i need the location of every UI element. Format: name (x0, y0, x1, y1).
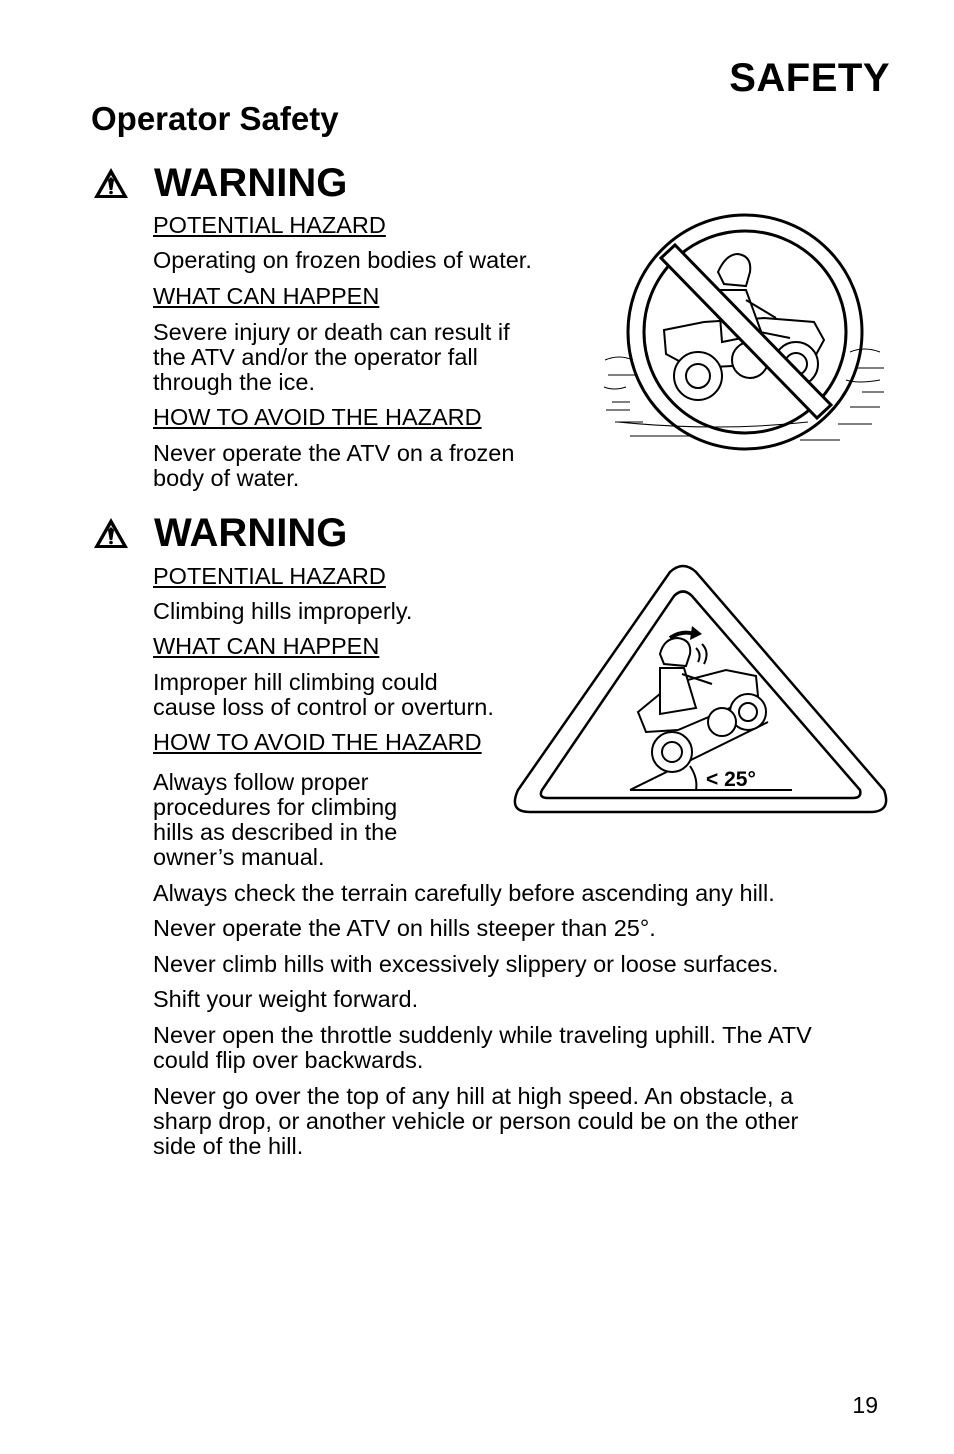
how-to-avoid-heading: HOW TO AVOID THE HAZARD (153, 404, 482, 430)
hill-safety-item: Never operate the ATV on hills steeper than 25°. (153, 915, 656, 941)
how-to-avoid-line: Always follow proper (153, 769, 369, 795)
how-to-avoid-line: body of water. (153, 465, 300, 491)
what-can-happen-heading: WHAT CAN HAPPEN (153, 633, 380, 659)
potential-hazard-heading: POTENTIAL HAZARD (153, 212, 386, 238)
warning-heading-1 (92, 163, 347, 203)
hill-safety-item: Never climb hills with excessively slippery or loose surfaces. (153, 951, 779, 977)
what-can-happen-heading: WHAT CAN HAPPEN (153, 283, 380, 309)
hill-safety-item-line: Never open the throttle suddenly while traveling uphill. The ATV (153, 1022, 812, 1048)
potential-hazard-text: Climbing hills improperly. (153, 598, 413, 624)
slope-angle-label: < 25° (706, 768, 756, 791)
what-can-happen-line: the ATV and/or the operator fall (153, 344, 478, 370)
what-can-happen-line: cause loss of control or overturn. (153, 694, 494, 720)
hill-safety-item-line: could flip over backwards. (153, 1047, 424, 1073)
how-to-avoid-line: procedures for climbing (153, 794, 398, 820)
how-to-avoid-heading: HOW TO AVOID THE HAZARD (153, 729, 482, 755)
warning-triangle-icon (92, 166, 130, 200)
hill-safety-item-line: Never go over the top of any hill at high speed. An obstacle, a (153, 1083, 794, 1109)
subsection-title: Operator Safety (91, 100, 339, 137)
section-title: SAFETY (729, 56, 890, 100)
warning-label: WARNING (154, 511, 348, 555)
warning-heading-2 (92, 513, 347, 553)
potential-hazard-text: Operating on frozen bodies of water. (153, 247, 532, 273)
no-atv-on-ice-illustration (600, 212, 900, 462)
hill-safety-item-line: sharp drop, or another vehicle or person could be on the other (153, 1108, 799, 1134)
hill-safety-item-line: side of the hill. (153, 1133, 304, 1159)
what-can-happen-line: through the ice. (153, 369, 315, 395)
page-number: 19 (852, 1392, 878, 1418)
what-can-happen-line: Severe injury or death can result if (153, 319, 510, 345)
warning-triangle-icon (92, 516, 130, 550)
what-can-happen-line: Improper hill climbing could (153, 669, 438, 695)
how-to-avoid-line: Never operate the ATV on a frozen (153, 440, 515, 466)
hill-climb-warning-sign (510, 562, 892, 818)
how-to-avoid-line: owner’s manual. (153, 844, 325, 870)
hill-safety-item: Always check the terrain carefully before ascending any hill. (153, 880, 775, 906)
potential-hazard-heading: POTENTIAL HAZARD (153, 563, 386, 589)
hill-safety-item: Shift your weight forward. (153, 986, 419, 1012)
how-to-avoid-line: hills as described in the (153, 819, 398, 845)
warning-label: WARNING (154, 161, 348, 205)
